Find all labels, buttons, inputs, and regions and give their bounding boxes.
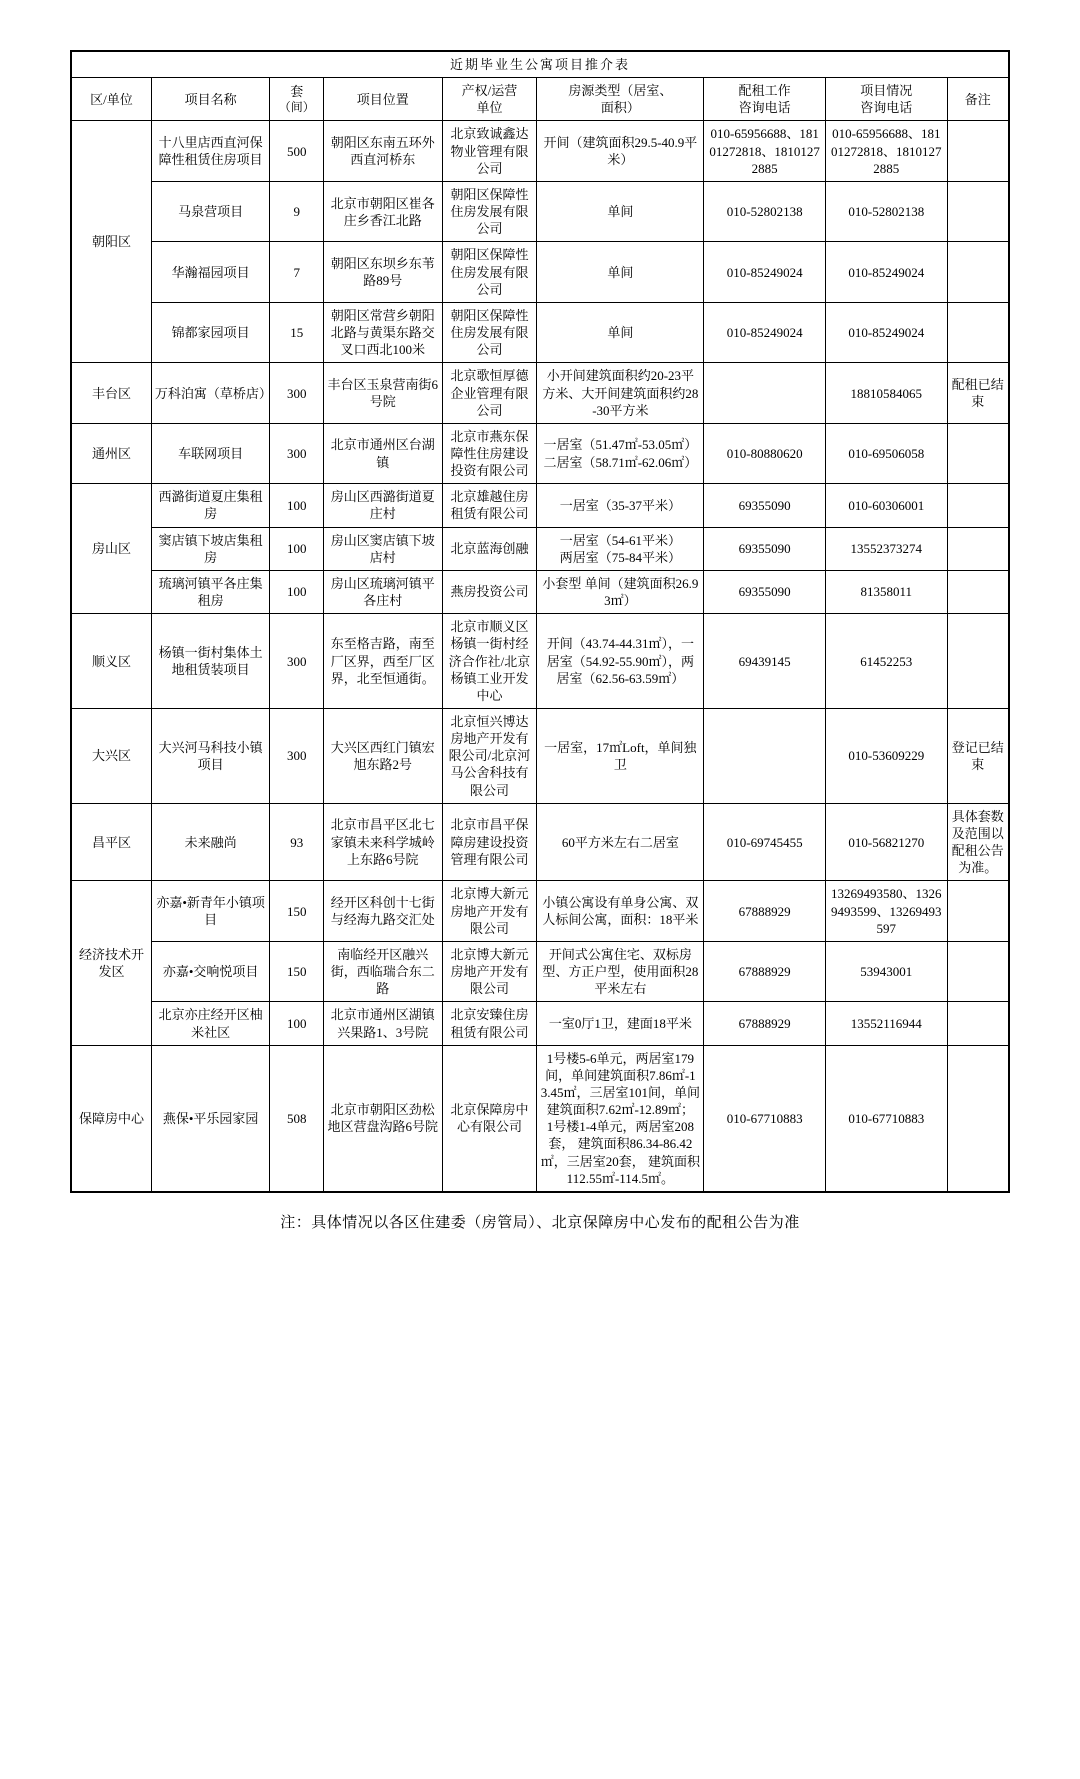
housing-type-cell: 单间 bbox=[537, 181, 704, 241]
table-row bbox=[71, 363, 1009, 423]
project-phone-cell: 13269493580、13269493599、13269493597 bbox=[825, 881, 947, 941]
rent-phone-cell: 010-52802138 bbox=[704, 181, 826, 241]
header-sets-main: 套 bbox=[290, 83, 304, 99]
remark-cell bbox=[947, 302, 1009, 362]
owner-cell: 北京市昌平保障房建设投资管理有限公司 bbox=[442, 803, 537, 881]
remark-cell bbox=[947, 242, 1009, 302]
project-phone-cell: 010-67710883 bbox=[825, 1045, 947, 1192]
table-row bbox=[71, 484, 1009, 527]
location-cell: 朝阳区东坝乡东苇路89号 bbox=[324, 242, 443, 302]
header-location: 项目位置 bbox=[324, 78, 443, 121]
sets-cell: 100 bbox=[270, 1002, 324, 1045]
owner-cell: 北京歌恒厚德企业管理有限公司 bbox=[442, 363, 537, 423]
table-row bbox=[71, 242, 1009, 302]
location-cell: 房山区窦店镇下坡店村 bbox=[324, 527, 443, 570]
owner-cell: 北京雄越住房租赁有限公司 bbox=[442, 484, 537, 527]
housing-type-cell: 单间 bbox=[537, 242, 704, 302]
rent-phone-cell: 010-85249024 bbox=[704, 242, 826, 302]
housing-type-cell: 小镇公寓设有单身公寓、双人标间公寓，面积：18平米 bbox=[537, 881, 704, 941]
project-name-cell: 大兴河马科技小镇项目 bbox=[151, 709, 270, 804]
housing-type-cell: 1号楼5-6单元，两居室179间，单间建筑面积7.86㎡-13.45㎡，三居室101间，单间建筑面积7.62㎡-12.89㎡； 1号楼1-4单元，两居室208套， 建筑面积86.34-86.42㎡，三居室20套， 建筑面积112.55㎡-114.5㎡。 bbox=[537, 1045, 704, 1192]
remark-cell bbox=[947, 484, 1009, 527]
remark-cell: 登记已结束 bbox=[947, 709, 1009, 804]
owner-cell: 北京安臻住房租赁有限公司 bbox=[442, 1002, 537, 1045]
table-row bbox=[71, 709, 1009, 804]
owner-cell: 北京市燕东保障性住房建设投资有限公司 bbox=[442, 423, 537, 483]
project-name-cell: 锦都家园项目 bbox=[151, 302, 270, 362]
project-phone-cell: 13552373274 bbox=[825, 527, 947, 570]
header-owner bbox=[442, 78, 537, 121]
location-cell: 丰台区玉泉营南街6号院 bbox=[324, 363, 443, 423]
sets-cell: 9 bbox=[270, 181, 324, 241]
footer-note: 注：具体情况以各区住建委（房管局）、北京保障房中心发布的配租公告为准 bbox=[280, 1214, 800, 1231]
housing-type-cell: 单间 bbox=[537, 302, 704, 362]
remark-cell bbox=[947, 181, 1009, 241]
sets-cell: 100 bbox=[270, 527, 324, 570]
table-header-row bbox=[71, 78, 1009, 121]
project-phone-cell: 18810584065 bbox=[825, 363, 947, 423]
project-phone-cell: 010-56821270 bbox=[825, 803, 947, 881]
header-housing-type bbox=[537, 78, 704, 121]
sets-cell: 15 bbox=[270, 302, 324, 362]
remark-cell bbox=[947, 1045, 1009, 1192]
table-row bbox=[71, 527, 1009, 570]
header-phone1-line2: 咨询电话 bbox=[738, 100, 791, 116]
district-cell: 经济技术开发区 bbox=[71, 881, 151, 1045]
project-phone-cell: 61452253 bbox=[825, 614, 947, 709]
district-cell: 保障房中心 bbox=[71, 1045, 151, 1192]
housing-type-cell: 60平方米左右二居室 bbox=[537, 803, 704, 881]
remark-cell bbox=[947, 121, 1009, 181]
rent-phone-cell: 010-69745455 bbox=[704, 803, 826, 881]
header-owner-line2: 单位 bbox=[476, 100, 503, 116]
owner-cell: 朝阳区保障性住房发展有限公司 bbox=[442, 302, 537, 362]
table-row bbox=[71, 803, 1009, 881]
location-cell: 东至格吉路，南至厂区界，西至厂区界，北至恒通街。 bbox=[324, 614, 443, 709]
sets-cell: 7 bbox=[270, 242, 324, 302]
owner-cell: 朝阳区保障性住房发展有限公司 bbox=[442, 181, 537, 241]
project-name-cell: 窦店镇下坡店集租房 bbox=[151, 527, 270, 570]
remark-cell bbox=[947, 881, 1009, 941]
project-name-cell: 华瀚福园项目 bbox=[151, 242, 270, 302]
rent-phone-cell: 010-85249024 bbox=[704, 302, 826, 362]
location-cell: 北京市通州区台湖镇 bbox=[324, 423, 443, 483]
owner-cell: 燕房投资公司 bbox=[442, 570, 537, 613]
header-district: 区/单位 bbox=[71, 78, 151, 121]
project-name-cell: 亦嘉•新青年小镇项目 bbox=[151, 881, 270, 941]
project-name-cell: 万科泊寓（草桥店） bbox=[151, 363, 270, 423]
rent-phone-cell: 67888929 bbox=[704, 881, 826, 941]
header-remark: 备注 bbox=[947, 78, 1009, 121]
sets-cell: 508 bbox=[270, 1045, 324, 1192]
sets-cell: 300 bbox=[270, 614, 324, 709]
rent-phone-cell: 67888929 bbox=[704, 1002, 826, 1045]
rent-phone-cell: 010-65956688、18101272818、18101272885 bbox=[704, 121, 826, 181]
sets-cell: 150 bbox=[270, 881, 324, 941]
sets-cell: 300 bbox=[270, 709, 324, 804]
header-phone2-line1: 项目情况 bbox=[860, 83, 913, 99]
project-phone-cell: 010-85249024 bbox=[825, 242, 947, 302]
project-name-cell: 亦嘉•交响悦项目 bbox=[151, 941, 270, 1001]
remark-cell bbox=[947, 527, 1009, 570]
page-title: 近期毕业生公寓项目推介表 bbox=[71, 51, 1009, 78]
remark-cell bbox=[947, 614, 1009, 709]
project-phone-cell: 010-65956688、18101272818、18101272885 bbox=[825, 121, 947, 181]
housing-type-cell: 开间式公寓住宅、双标房型、方正户型，使用面积28平米左右 bbox=[537, 941, 704, 1001]
housing-type-cell: 一居室（51.47㎡-53.05㎡） 二居室（58.71㎡-62.06㎡） bbox=[537, 423, 704, 483]
header-project-name: 项目名称 bbox=[151, 78, 270, 121]
project-phone-cell: 010-69506058 bbox=[825, 423, 947, 483]
header-phone1-line1: 配租工作 bbox=[738, 83, 791, 99]
housing-type-cell: 一居室，17㎡Loft，单间独卫 bbox=[537, 709, 704, 804]
sets-cell: 93 bbox=[270, 803, 324, 881]
sets-cell: 100 bbox=[270, 484, 324, 527]
housing-type-cell: 小开间建筑面积约20-23平方米、大开间建筑面积约28-30平方米 bbox=[537, 363, 704, 423]
owner-cell: 北京博大新元房地产开发有限公司 bbox=[442, 941, 537, 1001]
project-phone-cell: 010-85249024 bbox=[825, 302, 947, 362]
location-cell: 大兴区西红门镇宏旭东路2号 bbox=[324, 709, 443, 804]
title-row bbox=[71, 51, 1009, 78]
housing-type-cell: 小套型 单间（建筑面积26.93㎡） bbox=[537, 570, 704, 613]
header-rent-phone bbox=[704, 78, 826, 121]
district-cell: 昌平区 bbox=[71, 803, 151, 881]
table-row bbox=[71, 302, 1009, 362]
housing-type-cell: 开间（43.74-44.31㎡），一居室（54.92-55.90㎡），两居室（62.56-63.59㎡） bbox=[537, 614, 704, 709]
project-phone-cell: 53943001 bbox=[825, 941, 947, 1001]
remark-cell bbox=[947, 570, 1009, 613]
table-row bbox=[71, 121, 1009, 181]
housing-type-cell: 开间（建筑面积29.5-40.9平米） bbox=[537, 121, 704, 181]
header-type-line2: 面积） bbox=[600, 100, 640, 116]
project-name-cell: 马泉营项目 bbox=[151, 181, 270, 241]
location-cell: 房山区琉璃河镇平各庄村 bbox=[324, 570, 443, 613]
owner-cell: 北京市顺义区杨镇一街村经济合作社/北京杨镇工业开发中心 bbox=[442, 614, 537, 709]
rent-phone-cell: 010-80880620 bbox=[704, 423, 826, 483]
project-name-cell: 十八里店西直河保障性租赁住房项目 bbox=[151, 121, 270, 181]
rent-phone-cell: 67888929 bbox=[704, 941, 826, 1001]
location-cell: 朝阳区常营乡朝阳北路与黄渠东路交叉口西北100米 bbox=[324, 302, 443, 362]
rent-phone-cell bbox=[704, 709, 826, 804]
table-row bbox=[71, 881, 1009, 941]
header-phone2-line2: 咨询电话 bbox=[860, 100, 913, 116]
location-cell: 朝阳区东南五环外西直河桥东 bbox=[324, 121, 443, 181]
table-row bbox=[71, 614, 1009, 709]
district-cell: 房山区 bbox=[71, 484, 151, 614]
housing-type-cell: 一居室（35-37平米） bbox=[537, 484, 704, 527]
header-type-line1: 房源类型（居室、 bbox=[568, 83, 673, 99]
table-row bbox=[71, 1045, 1009, 1192]
location-cell: 北京市昌平区北七家镇未来科学城岭上东路6号院 bbox=[324, 803, 443, 881]
housing-type-cell: 一室0厅1卫，建面18平米 bbox=[537, 1002, 704, 1045]
rent-phone-cell: 69355090 bbox=[704, 527, 826, 570]
owner-cell: 北京蓝海创融 bbox=[442, 527, 537, 570]
project-phone-cell: 13552116944 bbox=[825, 1002, 947, 1045]
header-sets-sub: （间） bbox=[278, 99, 315, 114]
project-name-cell: 燕保•平乐园家园 bbox=[151, 1045, 270, 1192]
sets-cell: 300 bbox=[270, 363, 324, 423]
project-name-cell: 北京亦庄经开区柚米社区 bbox=[151, 1002, 270, 1045]
header-project-phone bbox=[825, 78, 947, 121]
location-cell: 房山区西潞街道夏庄村 bbox=[324, 484, 443, 527]
district-cell: 通州区 bbox=[71, 423, 151, 483]
project-name-cell: 琉璃河镇平各庄集租房 bbox=[151, 570, 270, 613]
housing-type-cell: 一居室（54-61平米） 两居室（75-84平米） bbox=[537, 527, 704, 570]
project-phone-cell: 010-60306001 bbox=[825, 484, 947, 527]
location-cell: 北京市朝阳区崔各庄乡香江北路 bbox=[324, 181, 443, 241]
owner-cell: 北京保障房中心有限公司 bbox=[442, 1045, 537, 1192]
table-row bbox=[71, 941, 1009, 1001]
district-cell: 朝阳区 bbox=[71, 121, 151, 363]
rent-phone-cell: 010-67710883 bbox=[704, 1045, 826, 1192]
sets-cell: 500 bbox=[270, 121, 324, 181]
district-cell: 大兴区 bbox=[71, 709, 151, 804]
project-phone-cell: 010-53609229 bbox=[825, 709, 947, 804]
sets-cell: 100 bbox=[270, 570, 324, 613]
rent-phone-cell: 69439145 bbox=[704, 614, 826, 709]
project-name-cell: 杨镇一街村集体土地租赁装项目 bbox=[151, 614, 270, 709]
rent-phone-cell bbox=[704, 363, 826, 423]
project-name-cell: 西潞街道夏庄集租房 bbox=[151, 484, 270, 527]
rent-phone-cell: 69355090 bbox=[704, 570, 826, 613]
table-row bbox=[71, 570, 1009, 613]
table-row bbox=[71, 181, 1009, 241]
remark-cell: 具体套数及范围以配租公告为准。 bbox=[947, 803, 1009, 881]
table-body bbox=[71, 121, 1009, 1192]
header-owner-line1: 产权/运营 bbox=[461, 83, 518, 99]
owner-cell: 北京恒兴博达房地产开发有限公司/北京河马公舍科技有限公司 bbox=[442, 709, 537, 804]
district-cell: 丰台区 bbox=[71, 363, 151, 423]
remark-cell bbox=[947, 941, 1009, 1001]
remark-cell bbox=[947, 423, 1009, 483]
project-phone-cell: 81358011 bbox=[825, 570, 947, 613]
district-cell: 顺义区 bbox=[71, 614, 151, 709]
rent-phone-cell: 69355090 bbox=[704, 484, 826, 527]
header-sets bbox=[270, 78, 324, 121]
location-cell: 北京市通州区湖镇兴果路1、3号院 bbox=[324, 1002, 443, 1045]
location-cell: 南临经开区融兴街，西临瑞合东二路 bbox=[324, 941, 443, 1001]
project-phone-cell: 010-52802138 bbox=[825, 181, 947, 241]
table-row bbox=[71, 1002, 1009, 1045]
location-cell: 北京市朝阳区劲松地区营盘沟路6号院 bbox=[324, 1045, 443, 1192]
owner-cell: 朝阳区保障性住房发展有限公司 bbox=[442, 242, 537, 302]
sets-cell: 150 bbox=[270, 941, 324, 1001]
housing-projects-table bbox=[70, 50, 1010, 1193]
location-cell: 经开区科创十七街与经海九路交汇处 bbox=[324, 881, 443, 941]
owner-cell: 北京博大新元房地产开发有限公司 bbox=[442, 881, 537, 941]
table-row bbox=[71, 423, 1009, 483]
project-name-cell: 车联网项目 bbox=[151, 423, 270, 483]
sets-cell: 300 bbox=[270, 423, 324, 483]
owner-cell: 北京致诚鑫达物业管理有限公司 bbox=[442, 121, 537, 181]
remark-cell bbox=[947, 1002, 1009, 1045]
project-name-cell: 未来融尚 bbox=[151, 803, 270, 881]
remark-cell: 配租已结束 bbox=[947, 363, 1009, 423]
